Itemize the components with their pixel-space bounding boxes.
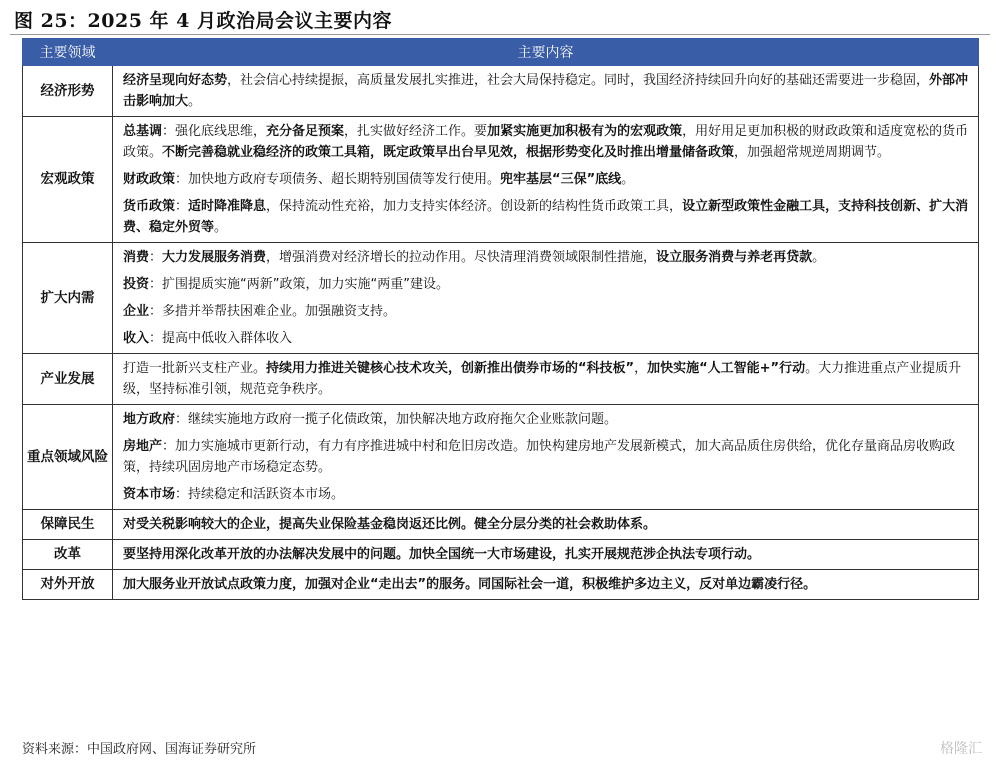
domain-cell: 扩大内需 bbox=[23, 243, 113, 354]
body-text: 。 bbox=[621, 172, 635, 187]
emphasis-text: 经济呈现向好态势 bbox=[123, 73, 228, 88]
emphasis-text: 设立新型政策性金融工具，支持科技创新、扩大消费、稳定外贸等 bbox=[123, 199, 969, 235]
content-paragraph bbox=[123, 196, 970, 238]
body-text: ：提高中低收入群体收入 bbox=[149, 331, 293, 346]
body-text: ，用好用足更加积极的财政政策和适度宽松的货币政策。 bbox=[123, 124, 969, 160]
body-text: ： bbox=[149, 250, 163, 265]
body-text: ：持续稳定和活跃资本市场。 bbox=[175, 487, 345, 502]
emphasis-text: 外部冲击影响加大 bbox=[123, 73, 969, 109]
content-cell bbox=[113, 510, 979, 540]
content-paragraph bbox=[123, 358, 970, 400]
body-text: 。 bbox=[214, 220, 228, 235]
header-domain: 主要领域 bbox=[23, 39, 113, 66]
watermark: 格隆汇 bbox=[940, 741, 982, 757]
body-text: ， bbox=[634, 361, 648, 376]
emphasis-text: 财政政策 bbox=[123, 172, 176, 187]
emphasis-text: 持续用力推进关键核心技术攻关，创新推出债券市场的“科技板” bbox=[266, 361, 635, 376]
emphasis-text: 企业 bbox=[123, 304, 150, 319]
body-text: ： bbox=[175, 199, 189, 214]
emphasis-text: 兜牢基层“三保”底线 bbox=[500, 172, 622, 187]
emphasis-text: 收入 bbox=[123, 331, 150, 346]
body-text: ：扩围提质实施“两新”政策，加力实施“两重”建设。 bbox=[149, 277, 449, 292]
content-paragraph bbox=[123, 328, 970, 349]
content-cell bbox=[113, 354, 979, 405]
content-cell bbox=[113, 66, 979, 117]
content-paragraph bbox=[123, 544, 970, 565]
domain-cell: 保障民生 bbox=[23, 510, 113, 540]
content-cell bbox=[113, 117, 979, 243]
emphasis-text: 货币政策 bbox=[123, 199, 176, 214]
header-content: 主要内容 bbox=[113, 39, 979, 66]
emphasis-text: 对受关税影响较大的企业，提高失业保险基金稳岗返还比例。健全分层分类的社会救助体系。 bbox=[123, 517, 657, 532]
domain-cell: 宏观政策 bbox=[23, 117, 113, 243]
body-text: 打造一批新兴支柱产业。 bbox=[123, 361, 267, 376]
body-text: ，加强超常规逆周期调节。 bbox=[734, 145, 891, 160]
table-row bbox=[23, 405, 979, 510]
content-paragraph bbox=[123, 247, 970, 268]
content-paragraph bbox=[123, 274, 970, 295]
domain-cell: 改革 bbox=[23, 540, 113, 570]
content-paragraph bbox=[123, 514, 970, 535]
body-text: 。 bbox=[188, 94, 202, 109]
emphasis-text: 设立服务消费与养老再贷款 bbox=[656, 250, 813, 265]
emphasis-text: 加紧实施更加积极有为的宏观政策 bbox=[487, 124, 683, 139]
body-text: ：加快地方政府专项债务、超长期特别国债等发行使用。 bbox=[175, 172, 501, 187]
emphasis-text: 适时降准降息 bbox=[188, 199, 267, 214]
source-note: 资料来源：中国政府网、国海证券研究所 bbox=[22, 742, 257, 757]
domain-cell: 对外开放 bbox=[23, 570, 113, 600]
body-text: 。 bbox=[812, 250, 826, 265]
content-cell bbox=[113, 570, 979, 600]
content-paragraph bbox=[123, 409, 970, 430]
domain-cell: 产业发展 bbox=[23, 354, 113, 405]
figure-title: 图 25：2025 年 4 月政治局会议主要内容 bbox=[14, 10, 393, 32]
body-text: ，保持流动性充裕，加力支持实体经济。创设新的结构性货币政策工具， bbox=[266, 199, 683, 214]
emphasis-text: 大力发展服务消费 bbox=[162, 250, 267, 265]
content-paragraph bbox=[123, 121, 970, 163]
emphasis-text: 不断完善稳就业稳经济的政策工具箱，既定政策早出台早见效，根据形势变化及时推出增量储备政策 bbox=[162, 145, 735, 160]
emphasis-text: 资本市场 bbox=[123, 487, 176, 502]
content-paragraph bbox=[123, 301, 970, 322]
content-cell bbox=[113, 243, 979, 354]
table-row bbox=[23, 243, 979, 354]
body-text: 。大力推进重点产业提质升级，坚持标准引领，规范竞争秩序。 bbox=[123, 361, 962, 397]
domain-cell: 经济形势 bbox=[23, 66, 113, 117]
content-paragraph bbox=[123, 484, 970, 505]
content-cell bbox=[113, 540, 979, 570]
content-paragraph bbox=[123, 436, 970, 478]
content-paragraph bbox=[123, 70, 970, 112]
emphasis-text: 总基调 bbox=[123, 124, 163, 139]
body-text: ：加力实施城市更新行动，有力有序推进城中村和危旧房改造。加快构建房地产发展新模式，加大高品质住房供给，优化存量商品房收购政策，持续巩固房地产市场稳定态势。 bbox=[123, 439, 956, 475]
body-text: ，扎实做好经济工作。要 bbox=[344, 124, 488, 139]
body-text: ，增强消费对经济增长的拉动作用。尽快清理消费领域限制性措施， bbox=[266, 250, 657, 265]
table-row bbox=[23, 354, 979, 405]
body-text: ，社会信心持续提振，高质量发展扎实推进，社会大局保持稳定。同时，我国经济持续回升向好的基础还需要进一步稳固， bbox=[227, 73, 930, 88]
table-row bbox=[23, 117, 979, 243]
content-cell bbox=[113, 405, 979, 510]
emphasis-text: 地方政府 bbox=[123, 412, 176, 427]
emphasis-text: 加快实施“人工智能+”行动 bbox=[647, 361, 806, 376]
policy-table bbox=[22, 38, 979, 600]
content-paragraph bbox=[123, 574, 970, 595]
emphasis-text: 房地产 bbox=[123, 439, 163, 454]
emphasis-text: 投资 bbox=[123, 277, 150, 292]
emphasis-text: 加大服务业开放试点政策力度，加强对企业“走出去”的服务。同国际社会一道，积极维护多边主义，反对单边霸凌行径。 bbox=[123, 577, 817, 592]
emphasis-text: 要坚持用深化改革开放的办法解决发展中的问题。加快全国统一大市场建设，扎实开展规范涉企执法专项行动。 bbox=[123, 547, 761, 562]
domain-cell: 重点领域风险 bbox=[23, 405, 113, 510]
emphasis-text: 充分备足预案 bbox=[266, 124, 345, 139]
table-row bbox=[23, 540, 979, 570]
body-text: ：继续实施地方政府一揽子化债政策，加快解决地方政府拖欠企业账款问题。 bbox=[175, 412, 618, 427]
emphasis-text: 消费 bbox=[123, 250, 150, 265]
table-row bbox=[23, 66, 979, 117]
table-row bbox=[23, 510, 979, 540]
body-text: ：多措并举帮扶困难企业。加强融资支持。 bbox=[149, 304, 397, 319]
title-divider bbox=[10, 34, 990, 35]
table-row bbox=[23, 570, 979, 600]
table-header bbox=[23, 39, 979, 66]
body-text: ：强化底线思维， bbox=[162, 124, 267, 139]
content-paragraph bbox=[123, 169, 970, 190]
